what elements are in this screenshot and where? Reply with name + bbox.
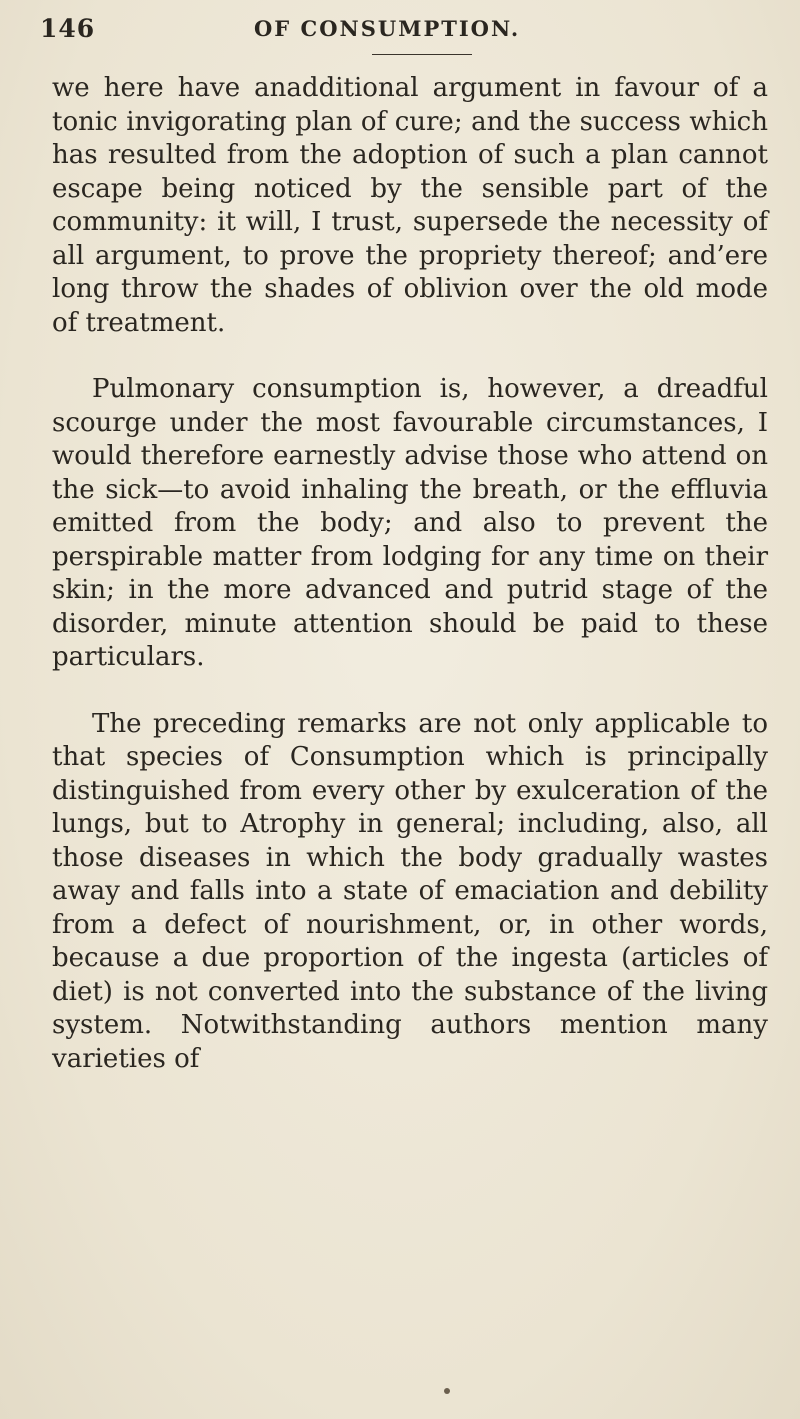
running-head: OF CONSUMPTION. bbox=[254, 16, 521, 41]
body-text bbox=[52, 72, 768, 1076]
paragraph-1: we here have anadditional argument in favour of a tonic invigorating plan of cure; and the success which has resulted from the adoption of such a plan cannot escape being noticed by the sensible part of the community: it will, I trust, supersede the necessity of all argument, to prove the propriety thereof; and’ere long throw the shades of oblivion over the old mode of treatment. bbox=[52, 73, 768, 338]
page-number: 146 bbox=[40, 14, 96, 43]
paragraph-3: The preceding remarks are not only applicable to that species of Consumption which is principally distinguished from every other by exulceration of the lungs, but to Atrophy in general; including, also, all those diseases in which the body gradually wastes away and falls into a state of emaciation and debility from a defect of nourishment, or, in other words, because a due proportion of the ingesta (articles of diet) is not converted into the substance of the living system. Notwithstanding authors mention many varieties of bbox=[52, 708, 768, 1074]
ink-spot bbox=[444, 1388, 450, 1394]
paragraph-2: Pulmonary consumption is, however, a dreadful scourge under the most favourable circumstances, I would therefore earnestly advise those who attend on the sick—to avoid inhaling the breath, or the effluvia emitted from the body; and also to prevent the perspirable matter from lodging for any time on their skin; in the more advanced and putrid stage of the disorder, minute attention should be paid to these particulars. bbox=[52, 374, 768, 672]
header-rule bbox=[372, 54, 472, 55]
page-header bbox=[40, 14, 760, 74]
